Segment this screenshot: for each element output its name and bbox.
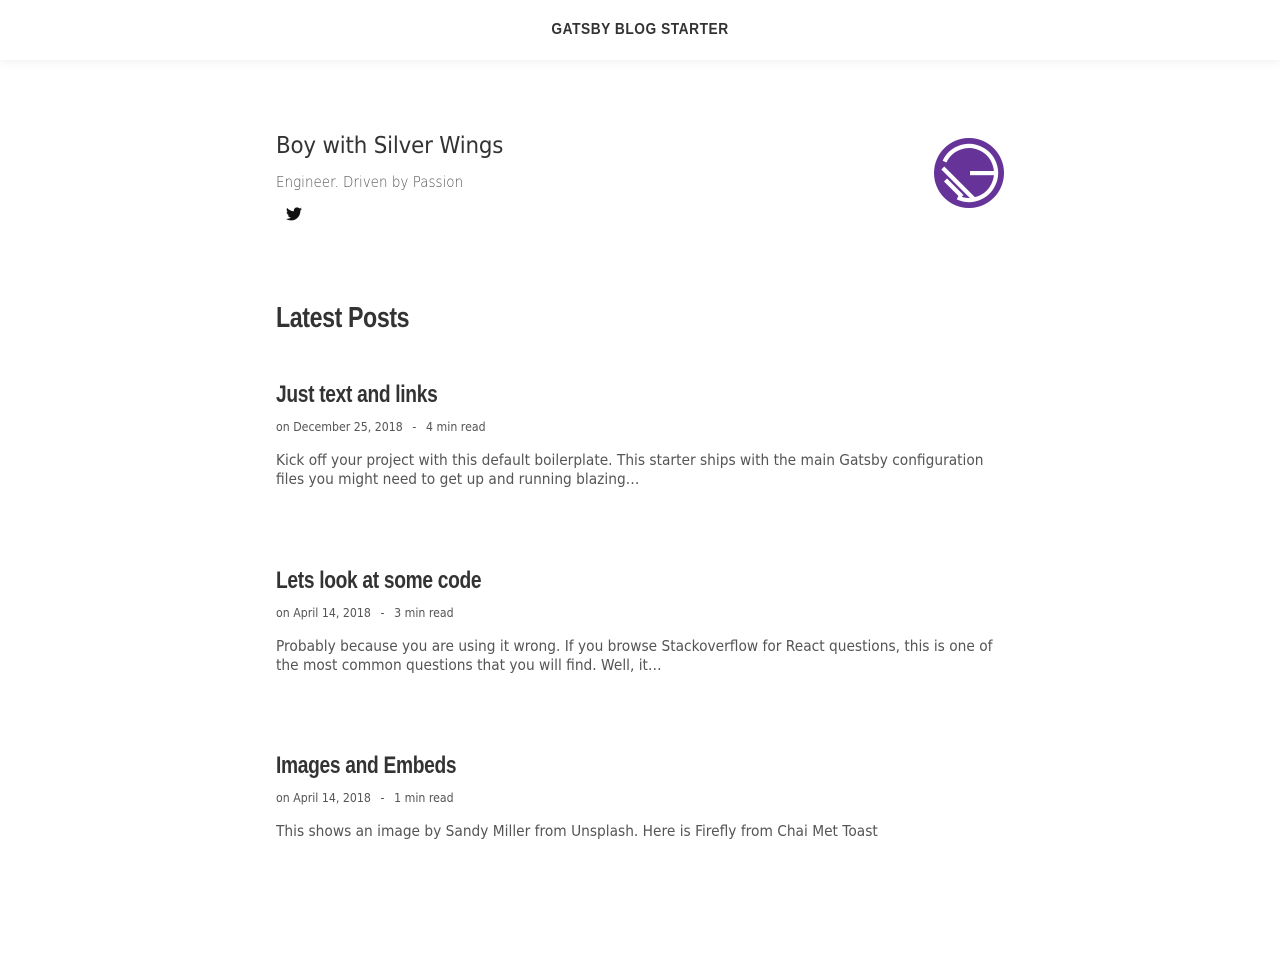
post-card xyxy=(276,566,1004,675)
post-card xyxy=(276,380,1004,489)
date-prefix: on xyxy=(276,605,290,620)
meta-separator: - xyxy=(380,605,385,620)
site-header xyxy=(0,0,1280,60)
gatsby-logo-icon xyxy=(934,138,1004,208)
latest-posts-heading: Latest Posts xyxy=(276,302,410,334)
post-title-link[interactable]: Just text and links xyxy=(276,381,438,408)
post-date: April 14, 2018 xyxy=(293,790,371,805)
post-meta xyxy=(276,604,917,622)
post-title-link[interactable]: Lets look at some code xyxy=(276,567,482,594)
site-title-link[interactable]: GATSBY BLOG STARTER xyxy=(551,21,729,38)
post-excerpt: Kick off your project with this default boilerplate. This starter ships with the main Gatsby configuration files you might need to get up and running blazing… xyxy=(276,451,984,488)
read-time: 4 min read xyxy=(426,419,486,434)
post-date: December 25, 2018 xyxy=(293,419,403,434)
date-prefix: on xyxy=(276,419,290,434)
post-excerpt: Probably because you are using it wrong. If you browse Stackoverflow for React questions, this is one of the most common questions that you will find. Well, it… xyxy=(276,637,993,674)
twitter-link[interactable] xyxy=(286,207,302,221)
read-time: 1 min read xyxy=(394,790,454,805)
post-meta xyxy=(276,418,917,436)
avatar xyxy=(934,138,1004,208)
post-meta xyxy=(276,789,917,807)
post-title-link[interactable]: Images and Embeds xyxy=(276,752,457,779)
author-bio xyxy=(276,133,1004,233)
read-time: 3 min read xyxy=(394,605,454,620)
post-excerpt: This shows an image by Sandy Miller from Unsplash. Here is Firefly from Chai Met Toast xyxy=(276,822,878,840)
meta-separator: - xyxy=(380,790,385,805)
author-name: Boy with Silver Wings xyxy=(276,133,504,159)
author-tagline: Engineer. Driven by Passion xyxy=(276,173,464,191)
twitter-icon xyxy=(286,207,302,221)
post-date: April 14, 2018 xyxy=(293,605,371,620)
meta-separator: - xyxy=(412,419,417,434)
post-card xyxy=(276,751,1004,841)
date-prefix: on xyxy=(276,790,290,805)
